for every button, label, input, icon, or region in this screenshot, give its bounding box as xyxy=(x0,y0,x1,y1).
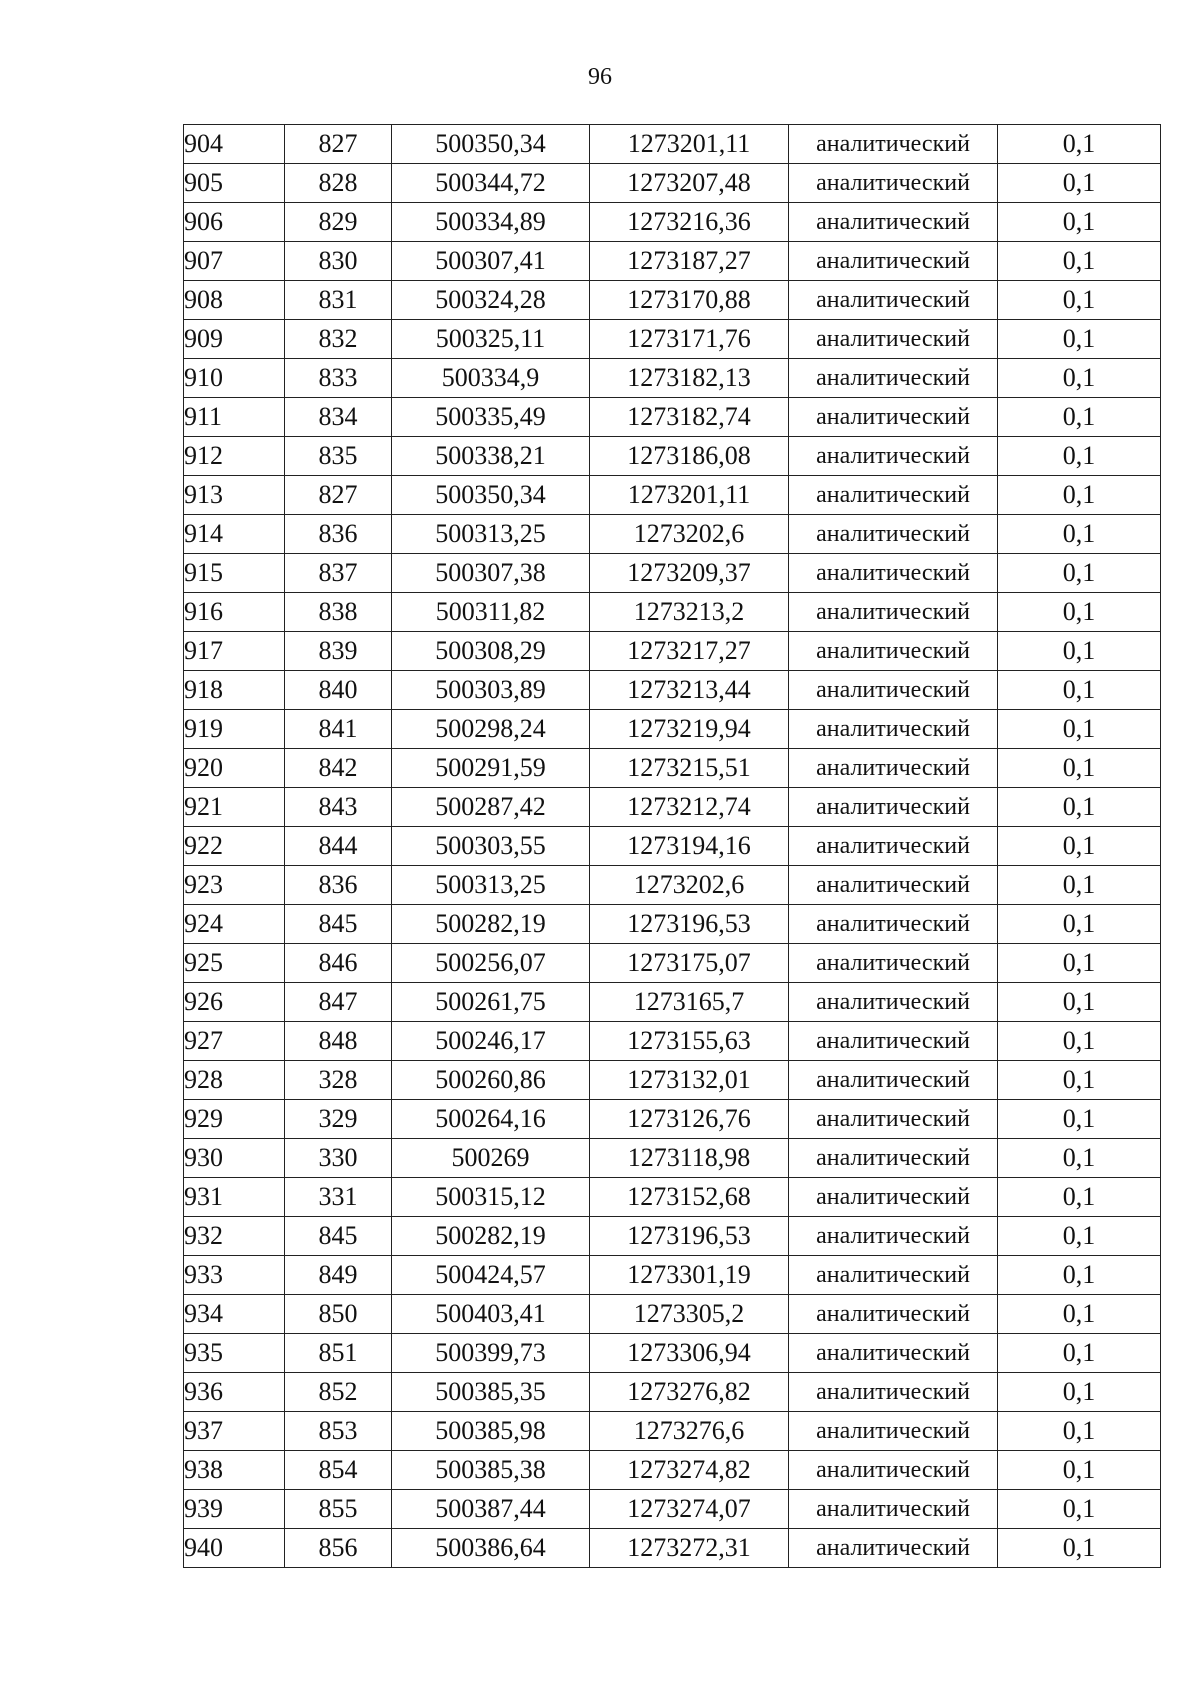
table-row xyxy=(184,1529,1161,1568)
table-row xyxy=(184,554,1161,593)
x-coordinate-cell: 500350,34 xyxy=(392,476,590,515)
point-number-cell: 846 xyxy=(285,944,392,983)
point-number-cell: 837 xyxy=(285,554,392,593)
y-coordinate-cell: 1273306,94 xyxy=(590,1334,789,1373)
point-number-cell: 844 xyxy=(285,827,392,866)
table-row xyxy=(184,827,1161,866)
row-number-cell: 932 xyxy=(184,1217,285,1256)
y-coordinate-cell: 1273301,19 xyxy=(590,1256,789,1295)
method-cell: аналитический xyxy=(789,1529,998,1568)
x-coordinate-cell: 500324,28 xyxy=(392,281,590,320)
row-number-cell: 909 xyxy=(184,320,285,359)
table-body xyxy=(184,125,1161,1568)
y-coordinate-cell: 1273213,44 xyxy=(590,671,789,710)
row-number-cell: 940 xyxy=(184,1529,285,1568)
y-coordinate-cell: 1273274,82 xyxy=(590,1451,789,1490)
method-cell: аналитический xyxy=(789,125,998,164)
method-cell: аналитический xyxy=(789,1061,998,1100)
table-row xyxy=(184,866,1161,905)
point-number-cell: 834 xyxy=(285,398,392,437)
table-row xyxy=(184,1061,1161,1100)
point-number-cell: 827 xyxy=(285,125,392,164)
point-number-cell: 331 xyxy=(285,1178,392,1217)
row-number-cell: 920 xyxy=(184,749,285,788)
row-number-cell: 924 xyxy=(184,905,285,944)
row-number-cell: 905 xyxy=(184,164,285,203)
table-row xyxy=(184,749,1161,788)
x-coordinate-cell: 500385,38 xyxy=(392,1451,590,1490)
table-row xyxy=(184,710,1161,749)
row-number-cell: 928 xyxy=(184,1061,285,1100)
method-cell: аналитический xyxy=(789,476,998,515)
table-row xyxy=(184,203,1161,242)
point-number-cell: 827 xyxy=(285,476,392,515)
row-number-cell: 921 xyxy=(184,788,285,827)
table-row xyxy=(184,944,1161,983)
table-row xyxy=(184,515,1161,554)
point-number-cell: 842 xyxy=(285,749,392,788)
method-cell: аналитический xyxy=(789,632,998,671)
accuracy-cell: 0,1 xyxy=(998,164,1161,203)
y-coordinate-cell: 1273212,74 xyxy=(590,788,789,827)
x-coordinate-cell: 500307,38 xyxy=(392,554,590,593)
table-row xyxy=(184,281,1161,320)
accuracy-cell: 0,1 xyxy=(998,554,1161,593)
method-cell: аналитический xyxy=(789,1217,998,1256)
row-number-cell: 930 xyxy=(184,1139,285,1178)
y-coordinate-cell: 1273276,82 xyxy=(590,1373,789,1412)
table-row xyxy=(184,788,1161,827)
table-row xyxy=(184,1451,1161,1490)
row-number-cell: 906 xyxy=(184,203,285,242)
row-number-cell: 934 xyxy=(184,1295,285,1334)
row-number-cell: 918 xyxy=(184,671,285,710)
x-coordinate-cell: 500335,49 xyxy=(392,398,590,437)
point-number-cell: 830 xyxy=(285,242,392,281)
row-number-cell: 910 xyxy=(184,359,285,398)
x-coordinate-cell: 500298,24 xyxy=(392,710,590,749)
row-number-cell: 935 xyxy=(184,1334,285,1373)
accuracy-cell: 0,1 xyxy=(998,1256,1161,1295)
accuracy-cell: 0,1 xyxy=(998,1529,1161,1568)
y-coordinate-cell: 1273276,6 xyxy=(590,1412,789,1451)
point-number-cell: 330 xyxy=(285,1139,392,1178)
table-row xyxy=(184,905,1161,944)
method-cell: аналитический xyxy=(789,1139,998,1178)
point-number-cell: 828 xyxy=(285,164,392,203)
accuracy-cell: 0,1 xyxy=(998,983,1161,1022)
point-number-cell: 856 xyxy=(285,1529,392,1568)
x-coordinate-cell: 500344,72 xyxy=(392,164,590,203)
table-row xyxy=(184,1334,1161,1373)
row-number-cell: 922 xyxy=(184,827,285,866)
point-number-cell: 852 xyxy=(285,1373,392,1412)
x-coordinate-cell: 500387,44 xyxy=(392,1490,590,1529)
row-number-cell: 904 xyxy=(184,125,285,164)
table-row xyxy=(184,164,1161,203)
accuracy-cell: 0,1 xyxy=(998,827,1161,866)
x-coordinate-cell: 500269 xyxy=(392,1139,590,1178)
method-cell: аналитический xyxy=(789,1373,998,1412)
method-cell: аналитический xyxy=(789,593,998,632)
y-coordinate-cell: 1273165,7 xyxy=(590,983,789,1022)
row-number-cell: 916 xyxy=(184,593,285,632)
x-coordinate-cell: 500338,21 xyxy=(392,437,590,476)
accuracy-cell: 0,1 xyxy=(998,437,1161,476)
y-coordinate-cell: 1273187,27 xyxy=(590,242,789,281)
method-cell: аналитический xyxy=(789,866,998,905)
method-cell: аналитический xyxy=(789,554,998,593)
point-number-cell: 843 xyxy=(285,788,392,827)
accuracy-cell: 0,1 xyxy=(998,281,1161,320)
x-coordinate-cell: 500287,42 xyxy=(392,788,590,827)
y-coordinate-cell: 1273209,37 xyxy=(590,554,789,593)
row-number-cell: 938 xyxy=(184,1451,285,1490)
point-number-cell: 850 xyxy=(285,1295,392,1334)
y-coordinate-cell: 1273274,07 xyxy=(590,1490,789,1529)
accuracy-cell: 0,1 xyxy=(998,515,1161,554)
x-coordinate-cell: 500385,35 xyxy=(392,1373,590,1412)
y-coordinate-cell: 1273170,88 xyxy=(590,281,789,320)
table-row xyxy=(184,1178,1161,1217)
y-coordinate-cell: 1273196,53 xyxy=(590,1217,789,1256)
point-number-cell: 845 xyxy=(285,1217,392,1256)
y-coordinate-cell: 1273202,6 xyxy=(590,515,789,554)
accuracy-cell: 0,1 xyxy=(998,1178,1161,1217)
method-cell: аналитический xyxy=(789,710,998,749)
y-coordinate-cell: 1273201,11 xyxy=(590,125,789,164)
point-number-cell: 855 xyxy=(285,1490,392,1529)
accuracy-cell: 0,1 xyxy=(998,1412,1161,1451)
y-coordinate-cell: 1273202,6 xyxy=(590,866,789,905)
x-coordinate-cell: 500424,57 xyxy=(392,1256,590,1295)
table-row xyxy=(184,398,1161,437)
row-number-cell: 929 xyxy=(184,1100,285,1139)
method-cell: аналитический xyxy=(789,827,998,866)
accuracy-cell: 0,1 xyxy=(998,1295,1161,1334)
method-cell: аналитический xyxy=(789,944,998,983)
x-coordinate-cell: 500246,17 xyxy=(392,1022,590,1061)
x-coordinate-cell: 500282,19 xyxy=(392,1217,590,1256)
accuracy-cell: 0,1 xyxy=(998,203,1161,242)
point-number-cell: 853 xyxy=(285,1412,392,1451)
method-cell: аналитический xyxy=(789,788,998,827)
table-row xyxy=(184,1256,1161,1295)
x-coordinate-cell: 500311,82 xyxy=(392,593,590,632)
y-coordinate-cell: 1273216,36 xyxy=(590,203,789,242)
y-coordinate-cell: 1273305,2 xyxy=(590,1295,789,1334)
method-cell: аналитический xyxy=(789,1295,998,1334)
row-number-cell: 933 xyxy=(184,1256,285,1295)
x-coordinate-cell: 500350,34 xyxy=(392,125,590,164)
accuracy-cell: 0,1 xyxy=(998,1334,1161,1373)
y-coordinate-cell: 1273132,01 xyxy=(590,1061,789,1100)
method-cell: аналитический xyxy=(789,242,998,281)
accuracy-cell: 0,1 xyxy=(998,866,1161,905)
method-cell: аналитический xyxy=(789,437,998,476)
accuracy-cell: 0,1 xyxy=(998,788,1161,827)
method-cell: аналитический xyxy=(789,749,998,788)
method-cell: аналитический xyxy=(789,1022,998,1061)
row-number-cell: 925 xyxy=(184,944,285,983)
y-coordinate-cell: 1273194,16 xyxy=(590,827,789,866)
x-coordinate-cell: 500403,41 xyxy=(392,1295,590,1334)
row-number-cell: 908 xyxy=(184,281,285,320)
point-number-cell: 829 xyxy=(285,203,392,242)
row-number-cell: 917 xyxy=(184,632,285,671)
y-coordinate-cell: 1273207,48 xyxy=(590,164,789,203)
table-row xyxy=(184,125,1161,164)
x-coordinate-cell: 500261,75 xyxy=(392,983,590,1022)
x-coordinate-cell: 500399,73 xyxy=(392,1334,590,1373)
accuracy-cell: 0,1 xyxy=(998,1061,1161,1100)
point-number-cell: 845 xyxy=(285,905,392,944)
y-coordinate-cell: 1273182,13 xyxy=(590,359,789,398)
table-row xyxy=(184,1100,1161,1139)
method-cell: аналитический xyxy=(789,1100,998,1139)
accuracy-cell: 0,1 xyxy=(998,242,1161,281)
accuracy-cell: 0,1 xyxy=(998,905,1161,944)
table-row xyxy=(184,632,1161,671)
x-coordinate-cell: 500260,86 xyxy=(392,1061,590,1100)
point-number-cell: 835 xyxy=(285,437,392,476)
method-cell: аналитический xyxy=(789,1451,998,1490)
row-number-cell: 914 xyxy=(184,515,285,554)
y-coordinate-cell: 1273171,76 xyxy=(590,320,789,359)
table-row xyxy=(184,437,1161,476)
y-coordinate-cell: 1273126,76 xyxy=(590,1100,789,1139)
row-number-cell: 931 xyxy=(184,1178,285,1217)
table-row xyxy=(184,983,1161,1022)
accuracy-cell: 0,1 xyxy=(998,1451,1161,1490)
y-coordinate-cell: 1273182,74 xyxy=(590,398,789,437)
accuracy-cell: 0,1 xyxy=(998,1373,1161,1412)
x-coordinate-cell: 500264,16 xyxy=(392,1100,590,1139)
point-number-cell: 832 xyxy=(285,320,392,359)
table-row xyxy=(184,1139,1161,1178)
point-number-cell: 328 xyxy=(285,1061,392,1100)
table-row xyxy=(184,1490,1161,1529)
x-coordinate-cell: 500308,29 xyxy=(392,632,590,671)
row-number-cell: 923 xyxy=(184,866,285,905)
point-number-cell: 833 xyxy=(285,359,392,398)
accuracy-cell: 0,1 xyxy=(998,593,1161,632)
table-row xyxy=(184,1217,1161,1256)
row-number-cell: 919 xyxy=(184,710,285,749)
x-coordinate-cell: 500282,19 xyxy=(392,905,590,944)
x-coordinate-cell: 500303,89 xyxy=(392,671,590,710)
y-coordinate-cell: 1273215,51 xyxy=(590,749,789,788)
row-number-cell: 915 xyxy=(184,554,285,593)
accuracy-cell: 0,1 xyxy=(998,1217,1161,1256)
accuracy-cell: 0,1 xyxy=(998,359,1161,398)
accuracy-cell: 0,1 xyxy=(998,398,1161,437)
accuracy-cell: 0,1 xyxy=(998,749,1161,788)
y-coordinate-cell: 1273201,11 xyxy=(590,476,789,515)
y-coordinate-cell: 1273219,94 xyxy=(590,710,789,749)
x-coordinate-cell: 500334,89 xyxy=(392,203,590,242)
x-coordinate-cell: 500291,59 xyxy=(392,749,590,788)
point-number-cell: 854 xyxy=(285,1451,392,1490)
y-coordinate-cell: 1273196,53 xyxy=(590,905,789,944)
table-row xyxy=(184,1022,1161,1061)
table-row xyxy=(184,1295,1161,1334)
x-coordinate-cell: 500386,64 xyxy=(392,1529,590,1568)
row-number-cell: 927 xyxy=(184,1022,285,1061)
method-cell: аналитический xyxy=(789,671,998,710)
method-cell: аналитический xyxy=(789,320,998,359)
point-number-cell: 840 xyxy=(285,671,392,710)
point-number-cell: 851 xyxy=(285,1334,392,1373)
method-cell: аналитический xyxy=(789,1178,998,1217)
method-cell: аналитический xyxy=(789,1334,998,1373)
table-row xyxy=(184,359,1161,398)
point-number-cell: 836 xyxy=(285,515,392,554)
table-row xyxy=(184,320,1161,359)
method-cell: аналитический xyxy=(789,359,998,398)
x-coordinate-cell: 500334,9 xyxy=(392,359,590,398)
point-number-cell: 836 xyxy=(285,866,392,905)
x-coordinate-cell: 500313,25 xyxy=(392,515,590,554)
accuracy-cell: 0,1 xyxy=(998,1022,1161,1061)
accuracy-cell: 0,1 xyxy=(998,1139,1161,1178)
y-coordinate-cell: 1273217,27 xyxy=(590,632,789,671)
method-cell: аналитический xyxy=(789,281,998,320)
method-cell: аналитический xyxy=(789,515,998,554)
y-coordinate-cell: 1273175,07 xyxy=(590,944,789,983)
table-row xyxy=(184,593,1161,632)
accuracy-cell: 0,1 xyxy=(998,1490,1161,1529)
row-number-cell: 937 xyxy=(184,1412,285,1451)
point-number-cell: 831 xyxy=(285,281,392,320)
x-coordinate-cell: 500385,98 xyxy=(392,1412,590,1451)
table-row xyxy=(184,476,1161,515)
accuracy-cell: 0,1 xyxy=(998,671,1161,710)
point-number-cell: 848 xyxy=(285,1022,392,1061)
accuracy-cell: 0,1 xyxy=(998,1100,1161,1139)
y-coordinate-cell: 1273272,31 xyxy=(590,1529,789,1568)
page-number: 96 xyxy=(588,64,612,90)
point-number-cell: 847 xyxy=(285,983,392,1022)
accuracy-cell: 0,1 xyxy=(998,944,1161,983)
method-cell: аналитический xyxy=(789,398,998,437)
point-number-cell: 838 xyxy=(285,593,392,632)
method-cell: аналитический xyxy=(789,203,998,242)
accuracy-cell: 0,1 xyxy=(998,632,1161,671)
point-number-cell: 849 xyxy=(285,1256,392,1295)
x-coordinate-cell: 500315,12 xyxy=(392,1178,590,1217)
method-cell: аналитический xyxy=(789,1412,998,1451)
method-cell: аналитический xyxy=(789,1256,998,1295)
accuracy-cell: 0,1 xyxy=(998,710,1161,749)
x-coordinate-cell: 500256,07 xyxy=(392,944,590,983)
method-cell: аналитический xyxy=(789,1490,998,1529)
point-number-cell: 841 xyxy=(285,710,392,749)
x-coordinate-cell: 500303,55 xyxy=(392,827,590,866)
table-row xyxy=(184,1373,1161,1412)
point-number-cell: 329 xyxy=(285,1100,392,1139)
row-number-cell: 912 xyxy=(184,437,285,476)
y-coordinate-cell: 1273152,68 xyxy=(590,1178,789,1217)
y-coordinate-cell: 1273213,2 xyxy=(590,593,789,632)
y-coordinate-cell: 1273186,08 xyxy=(590,437,789,476)
method-cell: аналитический xyxy=(789,983,998,1022)
point-number-cell: 839 xyxy=(285,632,392,671)
y-coordinate-cell: 1273118,98 xyxy=(590,1139,789,1178)
table-row xyxy=(184,1412,1161,1451)
accuracy-cell: 0,1 xyxy=(998,125,1161,164)
row-number-cell: 911 xyxy=(184,398,285,437)
table-row xyxy=(184,242,1161,281)
row-number-cell: 907 xyxy=(184,242,285,281)
table-row xyxy=(184,671,1161,710)
row-number-cell: 913 xyxy=(184,476,285,515)
method-cell: аналитический xyxy=(789,905,998,944)
row-number-cell: 936 xyxy=(184,1373,285,1412)
x-coordinate-cell: 500307,41 xyxy=(392,242,590,281)
row-number-cell: 926 xyxy=(184,983,285,1022)
accuracy-cell: 0,1 xyxy=(998,476,1161,515)
accuracy-cell: 0,1 xyxy=(998,320,1161,359)
x-coordinate-cell: 500325,11 xyxy=(392,320,590,359)
x-coordinate-cell: 500313,25 xyxy=(392,866,590,905)
row-number-cell: 939 xyxy=(184,1490,285,1529)
y-coordinate-cell: 1273155,63 xyxy=(590,1022,789,1061)
coordinates-table xyxy=(183,124,1161,1568)
method-cell: аналитический xyxy=(789,164,998,203)
